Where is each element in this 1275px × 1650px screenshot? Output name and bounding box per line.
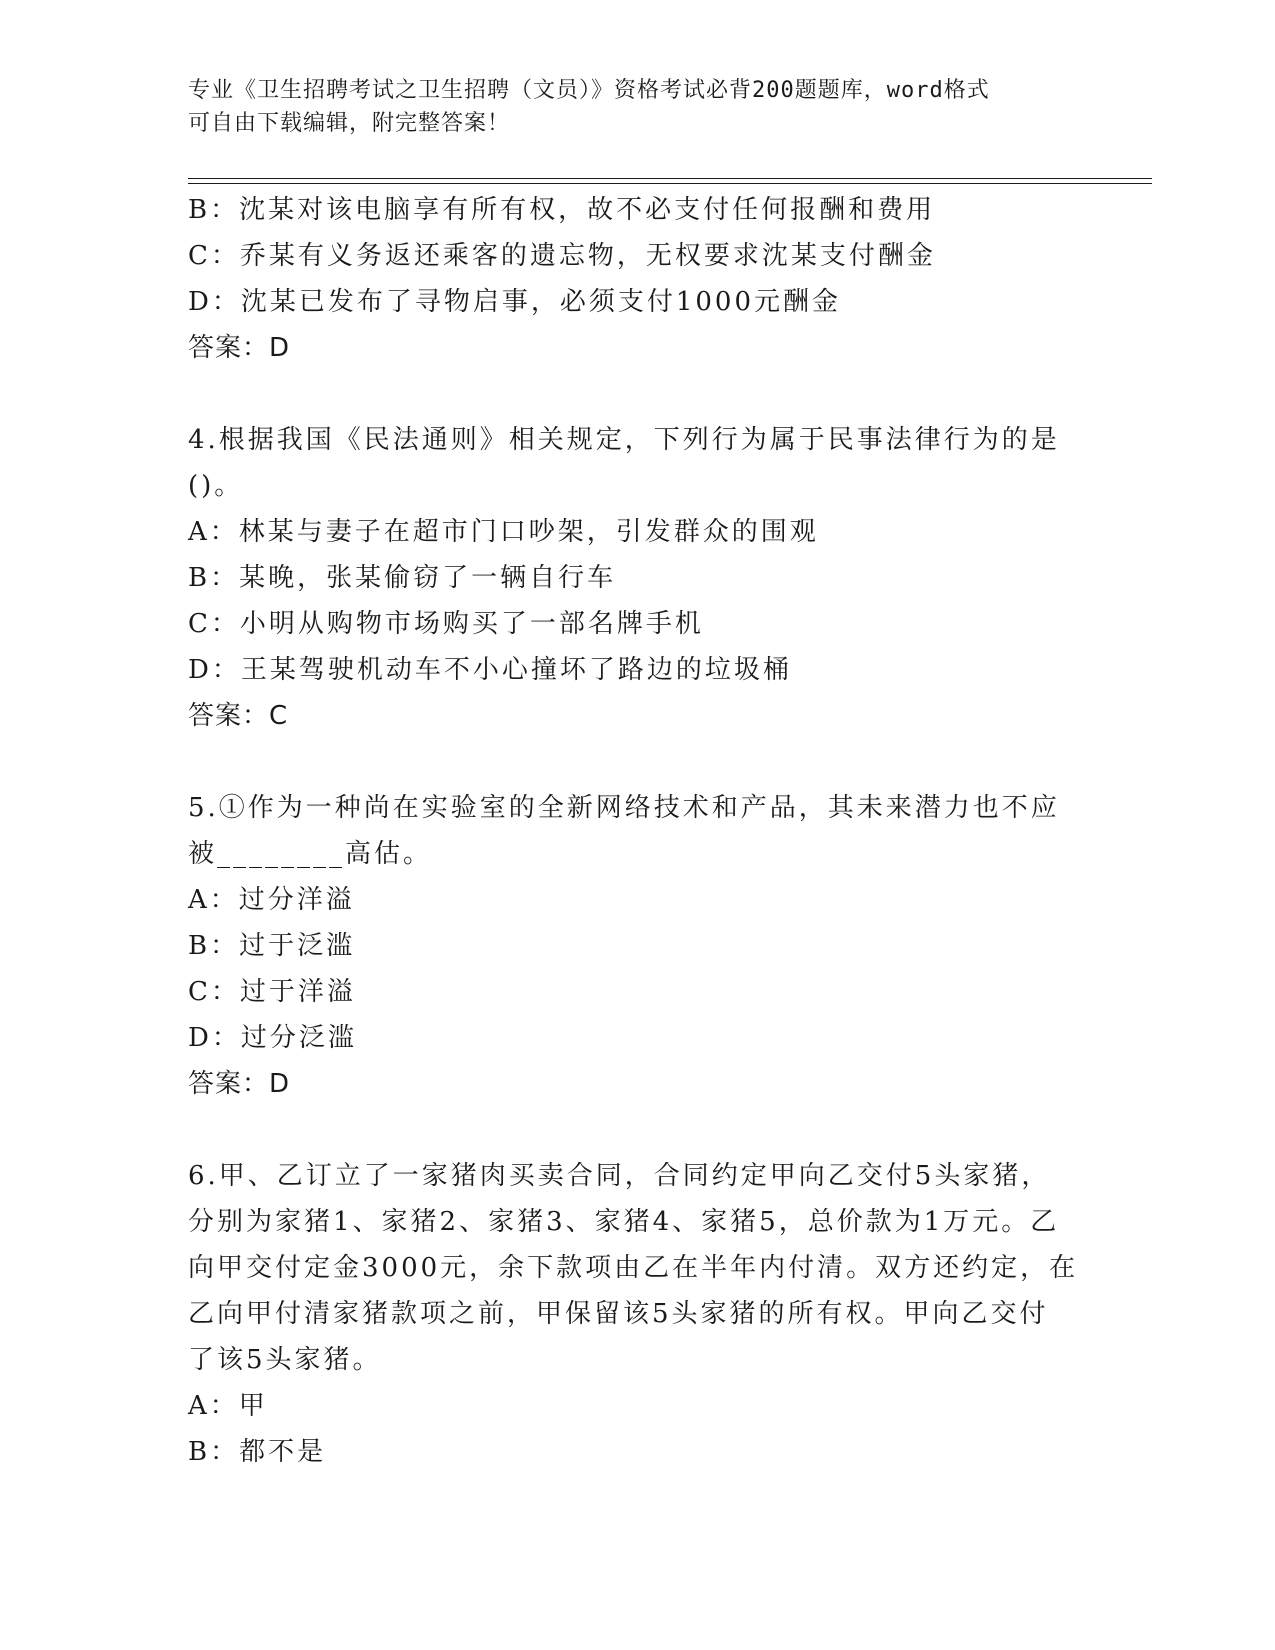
q5-stem-line-2: 被________高估。 <box>188 839 433 869</box>
spacer <box>188 739 1088 785</box>
spacer <box>188 1107 1088 1153</box>
q6-stem-line-4: 乙向甲付清家猪款项之前，甲保留该5头家猪的所有权。甲向乙交付 <box>188 1299 1049 1329</box>
question-6 <box>188 1153 1088 1475</box>
spacer <box>188 371 1088 417</box>
q6-stem-line-2: 分别为家猪1、家猪2、家猪3、家猪4、家猪5，总价款为1万元。乙 <box>188 1207 1060 1237</box>
question-5 <box>188 785 1088 1107</box>
q6-option-b: B：都不是 <box>188 1437 327 1467</box>
q6-stem-line-3: 向甲交付定金3000元，余下款项由乙在半年内付清。双方还约定，在 <box>188 1253 1079 1283</box>
q4-option-b: B：某晚，张某偷窃了一辆自行车 <box>188 563 617 593</box>
q3-option-c: C：乔某有义务返还乘客的遗忘物，无权要求沈某支付酬金 <box>188 241 936 271</box>
document-body <box>188 187 1088 1475</box>
q4-option-a: A：林某与妻子在超市门口吵架，引发群众的围观 <box>188 517 819 547</box>
question-3-tail <box>188 187 1088 371</box>
q5-option-d: D：过分泛滥 <box>188 1023 357 1053</box>
q4-option-d: D：王某驾驶机动车不小心撞坏了路边的垃圾桶 <box>188 655 792 685</box>
q5-option-a: A：过分洋溢 <box>188 885 355 915</box>
header-title-line-1: 专业《卫生招聘考试之卫生招聘（文员）》资格考试必背200题题库，word格式 <box>188 78 990 103</box>
header-title-line-2: 可自由下载编辑，附完整答案！ <box>188 111 511 136</box>
q4-stem-line-1: 4.根据我国《民法通则》相关规定，下列行为属于民事法律行为的是 <box>188 425 1060 455</box>
page-header <box>188 74 1068 140</box>
q4-stem-line-2: ()。 <box>188 471 244 501</box>
header-rule-top <box>188 178 1152 179</box>
q5-stem-line-1: 5.①作为一种尚在实验室的全新网络技术和产品，其未来潜力也不应 <box>188 793 1060 823</box>
q3-answer: 答案：D <box>188 333 291 363</box>
question-4 <box>188 417 1088 739</box>
q4-answer: 答案：C <box>188 701 289 731</box>
q6-option-a: A：甲 <box>188 1391 268 1421</box>
q6-stem-line-1: 6.甲、乙订立了一家猪肉买卖合同，合同约定甲向乙交付5头家猪， <box>188 1161 1051 1191</box>
q5-answer: 答案：D <box>188 1069 291 1099</box>
q5-option-c: C：过于洋溢 <box>188 977 356 1007</box>
header-rule-bottom <box>188 183 1152 184</box>
q6-stem-line-5: 了该5头家猪。 <box>188 1345 382 1375</box>
q4-option-c: C：小明从购物市场购买了一部名牌手机 <box>188 609 704 639</box>
q3-option-b: B：沈某对该电脑享有所有权，故不必支付任何报酬和费用 <box>188 195 936 225</box>
q3-option-d: D：沈某已发布了寻物启事，必须支付1000元酬金 <box>188 287 842 317</box>
q5-option-b: B：过于泛滥 <box>188 931 356 961</box>
